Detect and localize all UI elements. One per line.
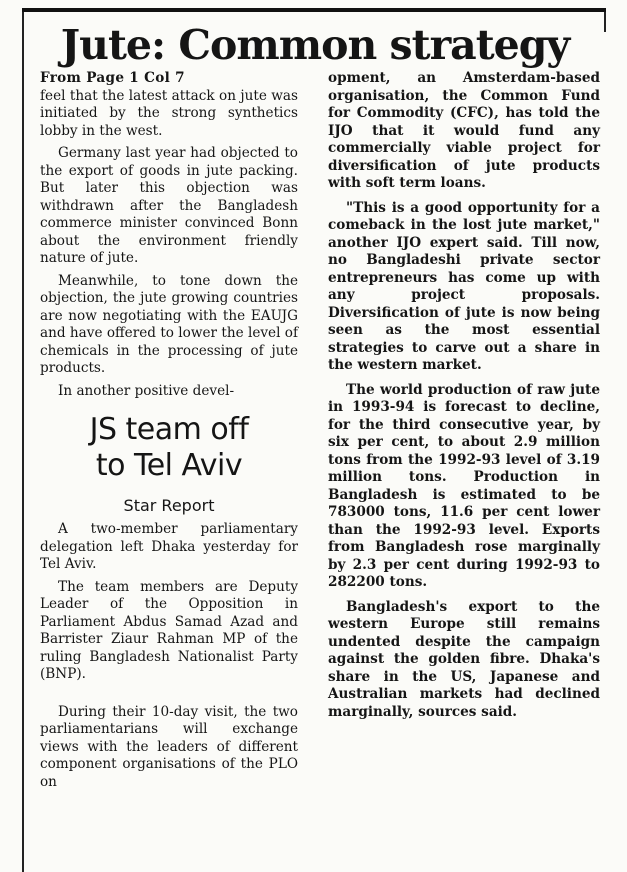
- article-paragraph: In another positive devel-: [58, 382, 235, 399]
- article-paragraph: The world production of raw jute in 1993-94 is forecast to decline, for the third consecutive year, by six per cent, to about 2.9 million tons from the 1992-93 level of 3.19 million tons. Production in Bangladesh is estimated to be 783000 tons, 11.6 per cent lower than the 1992-93 level. Exports from Bangladesh rose marginally by 2.3 per cent during 1992-93 to 282200 tons.: [328, 381, 600, 590]
- sub-story-paragraph: During their 10-day visit, the two parliamentarians will exchange views with the leaders of different component organisations of the PLO on: [40, 703, 298, 790]
- left-column: [40, 70, 298, 791]
- sub-story-title-line: JS team off: [89, 412, 249, 447]
- jump-line: From Page 1 Col 7: [40, 70, 185, 86]
- headline: Jute: Common strategy: [60, 21, 570, 69]
- article-paragraph: Meanwhile, to tone down the objection, the jute growing countries are now negotiating with the EAUJG and have offered to lower the level of chemicals in the processing of jute products.: [40, 272, 298, 376]
- top-rule: [22, 8, 606, 12]
- sub-story: [40, 412, 298, 791]
- sub-story-paragraph: The team members are Deputy Leader of the Opposition in Parliament Abdus Samad Azad and Barrister Ziaur Rahman MP of the ruling Bangladesh Nationalist Party (BNP).: [40, 578, 298, 682]
- right-column: [328, 70, 600, 721]
- sub-story-paragraph: A two-member parliamentary delegation left Dhaka yesterday for Tel Aviv.: [40, 521, 298, 572]
- article-paragraph: Bangladesh's export to the western Europe still remains undented despite the campaign against the golden fibre. Dhaka's share in the US, Japanese and Australian markets had declined marginally, sources said.: [328, 598, 600, 720]
- article-paragraph: Germany last year had objected to the export of goods in jute packing. But later this objection was withdrawn after the Bangladesh commerce minister convinced Bonn about the environment friendly nature of jute.: [40, 145, 298, 266]
- column-rule-right: [604, 12, 606, 32]
- sub-story-title: [40, 412, 298, 484]
- column-rule-left: [22, 12, 24, 872]
- article-paragraph: feel that the latest attack on jute was initiated by the strong synthetics lobby in the west.: [40, 87, 298, 139]
- byline: Star Report: [123, 496, 215, 515]
- sub-story-title-line: to Tel Aviv: [95, 448, 243, 483]
- article-paragraph: opment, an Amsterdam-based organisation, the Common Fund for Commodity (CFC), has told the IJO that it would fund any commercially viable project for diversification of jute products with soft term loans.: [328, 70, 600, 191]
- article-paragraph: "This is a good opportunity for a comeback in the lost jute market," another IJO expert said. Till now, no Bangladeshi private sector entrepreneurs has come up with any project proposals. Diversification of jute is now being seen as the most essential strategies to carve out a share in the western market.: [328, 199, 600, 373]
